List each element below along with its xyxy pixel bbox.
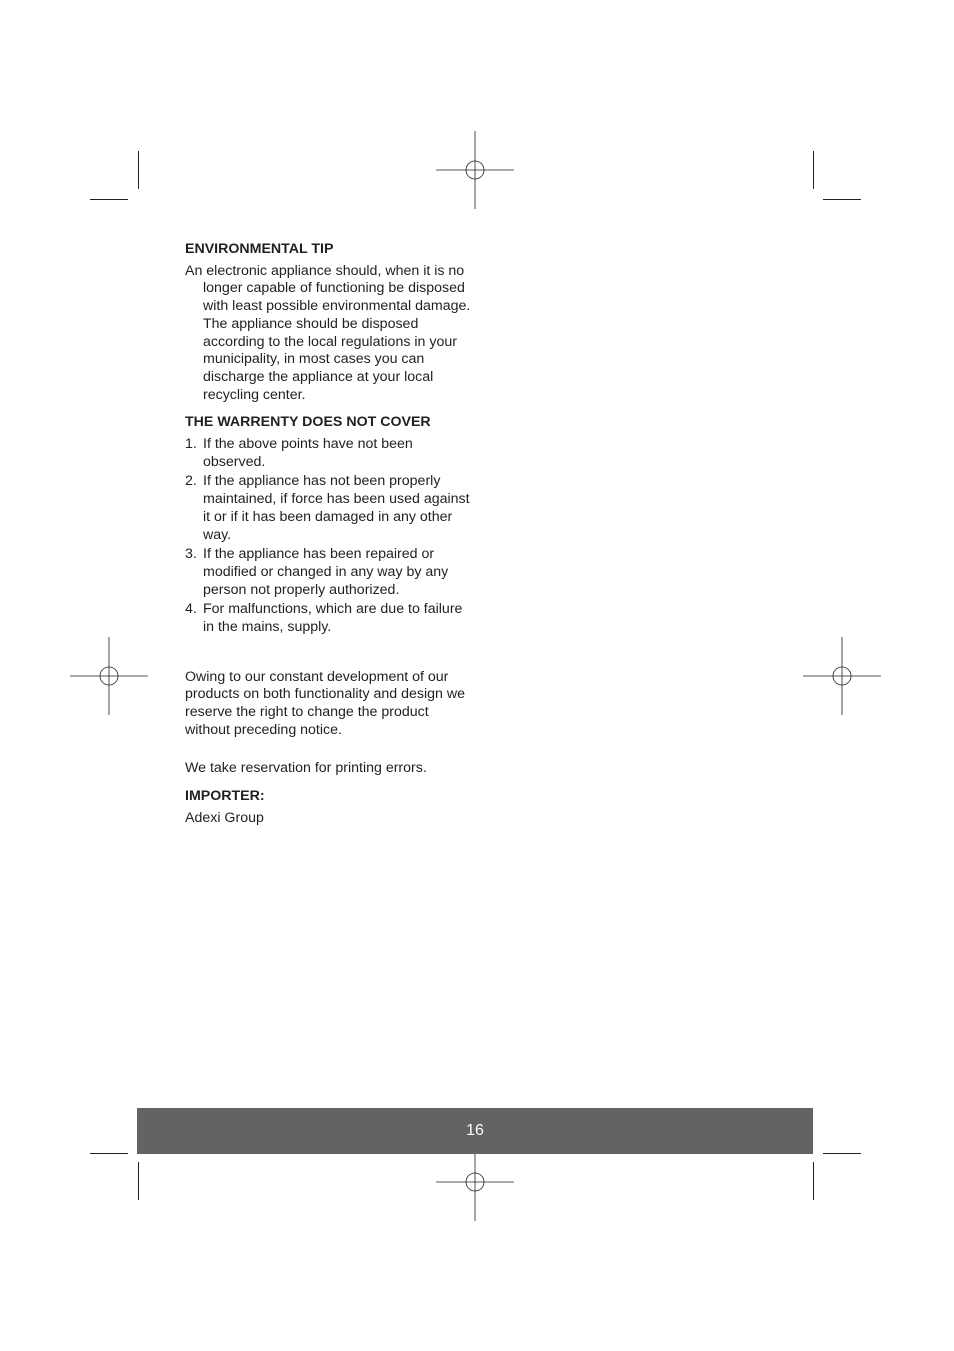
list-item-text: If the appliance has been repaired or modified or changed in any way by any person not properly authorized. [203,546,449,598]
crop-mark-top-right-horizontal [823,199,861,200]
page-number: 16 [466,1122,484,1139]
spacer [185,777,475,788]
list-item [185,473,475,544]
crop-mark-top-right-vertical [813,151,814,189]
crop-mark-bottom-right-horizontal [823,1153,861,1154]
crop-mark-bottom-right-vertical [813,1162,814,1200]
warranty-heading: THE WARRENTY DOES NOT COVER [185,414,431,431]
list-item-number: 4. [185,601,197,618]
list-item [185,436,475,471]
importer-heading: IMPORTER: [185,788,265,805]
spacer [185,740,475,760]
list-item-text: If the appliance has not been properly maintained, if force has been used against it or if it has been damaged in any other way. [203,473,470,543]
crop-mark-top-left-vertical [138,151,139,189]
printing-notice: We take reservation for printing errors. [185,759,427,776]
registration-mark-right-icon [803,637,881,715]
registration-mark-top-icon [436,131,514,209]
list-item-number: 2. [185,473,197,490]
environmental-tip-heading: ENVIRONMENTAL TIP [185,241,334,257]
crop-mark-bottom-left-horizontal [90,1153,128,1154]
list-item-number: 3. [185,546,197,563]
registration-mark-bottom-icon [436,1143,514,1221]
development-notice: Owing to our constant development of our products on both functionality and design we reserve the right to change the product without preceding notice. [185,668,465,738]
list-item [185,546,475,599]
list-item-number: 1. [185,436,197,453]
manual-text-column [185,241,475,828]
page-footer-bar [137,1108,813,1154]
crop-mark-bottom-left-vertical [138,1162,139,1200]
spacer [185,647,475,669]
list-item [185,601,475,636]
list-item-text: If the above points have not been observed. [203,436,413,470]
registration-mark-left-icon [70,637,148,715]
warranty-list [185,436,475,637]
list-item-text: For malfunctions, which are due to failure in the mains, supply. [203,601,463,636]
crop-mark-top-left-horizontal [90,199,128,200]
environmental-tip-body: An electronic appliance should, when it is no longer capable of functioning be disposed with least possible environmental damage. The appliance should be disposed according to the local regulations in your municipality, in most cases you can discharge the appliance at your local recycling center. [185,262,471,403]
importer-name: Adexi Group [185,809,264,826]
